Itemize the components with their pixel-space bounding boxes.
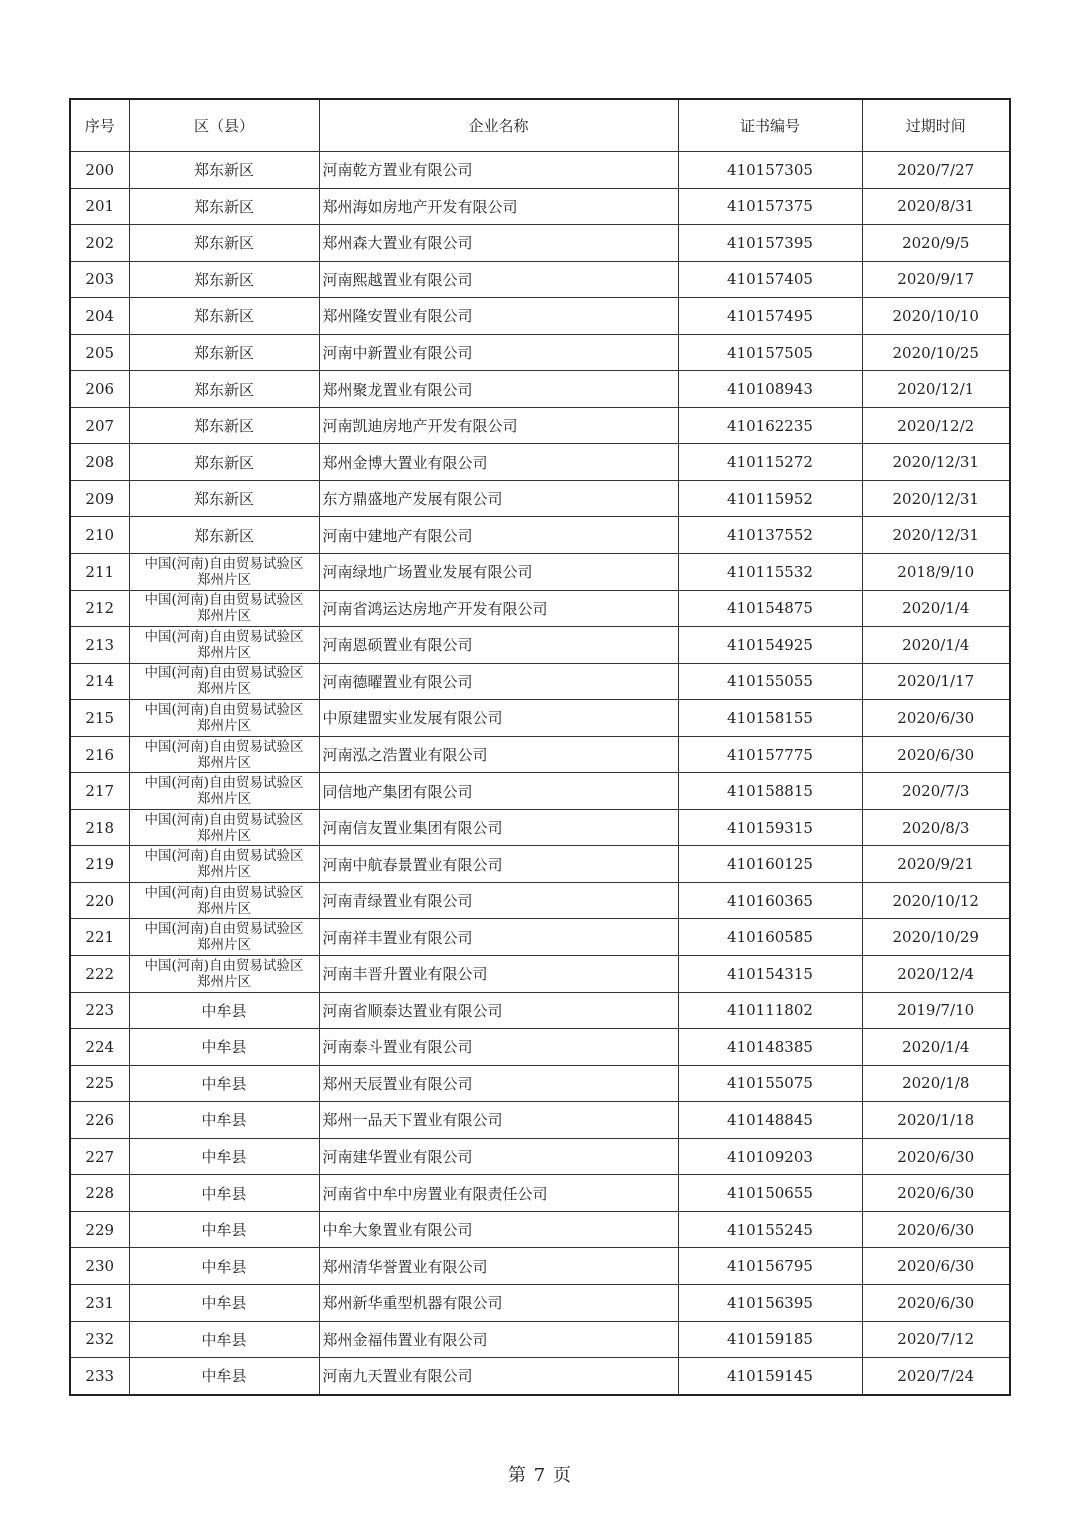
cell-district	[129, 554, 319, 591]
cell-district	[129, 846, 319, 883]
cell-district	[129, 736, 319, 773]
district-line-1: 中国(河南)自由贸易试验区	[144, 738, 304, 755]
cell-company-name: 郑州隆安置业有限公司	[319, 298, 678, 335]
cell-certificate-number: 410115952	[678, 480, 862, 517]
cell-serial-number: 200	[70, 152, 129, 189]
district-line-2: 郑州片区	[197, 900, 251, 917]
cell-certificate-number: 410148845	[678, 1102, 862, 1139]
table-row	[70, 1211, 1010, 1248]
district-line-1: 中国(河南)自由贸易试验区	[144, 628, 304, 645]
cell-serial-number: 205	[70, 334, 129, 371]
page-number: 第 7 页	[508, 1465, 572, 1486]
cell-certificate-number: 410162235	[678, 407, 862, 444]
cell-serial-number: 228	[70, 1175, 129, 1212]
table-row	[70, 663, 1010, 700]
cell-certificate-number: 410156395	[678, 1284, 862, 1321]
district-two-line	[130, 812, 319, 844]
cell-serial-number: 229	[70, 1211, 129, 1248]
cell-expiry-date: 2020/12/2	[862, 407, 1010, 444]
cell-serial-number: 212	[70, 590, 129, 627]
cell-expiry-date: 2018/9/10	[862, 554, 1010, 591]
cell-serial-number: 207	[70, 407, 129, 444]
cell-certificate-number: 410109203	[678, 1138, 862, 1175]
cell-expiry-date: 2020/7/12	[862, 1321, 1010, 1358]
district-line-1: 中国(河南)自由贸易试验区	[144, 884, 304, 901]
district-line-1: 中国(河南)自由贸易试验区	[144, 701, 304, 718]
cell-certificate-number: 410159315	[678, 809, 862, 846]
cell-expiry-date: 2020/6/30	[862, 1211, 1010, 1248]
cell-serial-number: 216	[70, 736, 129, 773]
cell-certificate-number: 410158815	[678, 773, 862, 810]
district-line-2: 郑州片区	[197, 827, 251, 844]
header-certificate-number: 证书编号	[678, 99, 862, 152]
cell-company-name: 河南建华置业有限公司	[319, 1138, 678, 1175]
cell-certificate-number: 410155055	[678, 663, 862, 700]
cell-certificate-number: 410157505	[678, 334, 862, 371]
cell-expiry-date: 2020/7/27	[862, 152, 1010, 189]
cell-district: 中牟县	[129, 1358, 319, 1395]
cell-certificate-number: 410157405	[678, 261, 862, 298]
table-row	[70, 298, 1010, 335]
district-two-line	[130, 848, 319, 880]
cell-expiry-date: 2020/1/4	[862, 590, 1010, 627]
cell-serial-number: 215	[70, 700, 129, 737]
district-line-1: 中国(河南)自由贸易试验区	[144, 592, 304, 609]
cell-certificate-number: 410159185	[678, 1321, 862, 1358]
table-row	[70, 736, 1010, 773]
table-row	[70, 919, 1010, 956]
cell-expiry-date: 2020/9/17	[862, 261, 1010, 298]
district-two-line	[130, 556, 319, 588]
cell-expiry-date: 2020/8/31	[862, 188, 1010, 225]
district-two-line	[130, 592, 319, 624]
cell-serial-number: 204	[70, 298, 129, 335]
cell-company-name: 郑州天辰置业有限公司	[319, 1065, 678, 1102]
table-body	[70, 152, 1010, 1395]
cell-certificate-number: 410160585	[678, 919, 862, 956]
cell-certificate-number: 410115532	[678, 554, 862, 591]
cell-expiry-date: 2020/12/1	[862, 371, 1010, 408]
table-header-row	[70, 99, 1010, 152]
cell-expiry-date: 2020/1/8	[862, 1065, 1010, 1102]
district-line-1: 中国(河南)自由贸易试验区	[144, 957, 304, 974]
cell-district: 中牟县	[129, 1321, 319, 1358]
table-row	[70, 1175, 1010, 1212]
cell-company-name: 郑州森大置业有限公司	[319, 225, 678, 262]
cell-company-name: 河南恩硕置业有限公司	[319, 627, 678, 664]
cell-certificate-number: 410155075	[678, 1065, 862, 1102]
cell-certificate-number: 410154875	[678, 590, 862, 627]
district-two-line	[130, 629, 319, 661]
cell-district: 中牟县	[129, 1211, 319, 1248]
district-line-1: 中国(河南)自由贸易试验区	[144, 555, 304, 572]
table-row	[70, 956, 1010, 993]
cell-company-name: 同信地产集团有限公司	[319, 773, 678, 810]
cell-company-name: 河南泰斗置业有限公司	[319, 1029, 678, 1066]
cell-certificate-number: 410115272	[678, 444, 862, 481]
cell-district	[129, 773, 319, 810]
cell-company-name: 河南中航春景置业有限公司	[319, 846, 678, 883]
cell-certificate-number: 410154925	[678, 627, 862, 664]
cell-district: 中牟县	[129, 1284, 319, 1321]
cell-district: 中牟县	[129, 1065, 319, 1102]
cell-serial-number: 223	[70, 992, 129, 1029]
cell-expiry-date: 2020/6/30	[862, 1175, 1010, 1212]
table-row	[70, 846, 1010, 883]
cell-district	[129, 809, 319, 846]
table-row	[70, 554, 1010, 591]
cell-certificate-number: 410158155	[678, 700, 862, 737]
cell-certificate-number: 410154315	[678, 956, 862, 993]
cell-district: 郑东新区	[129, 407, 319, 444]
table-row	[70, 1138, 1010, 1175]
cell-certificate-number: 410157395	[678, 225, 862, 262]
table-row	[70, 152, 1010, 189]
cell-expiry-date: 2020/12/31	[862, 444, 1010, 481]
cell-certificate-number: 410157305	[678, 152, 862, 189]
cell-district	[129, 627, 319, 664]
cell-expiry-date: 2020/10/29	[862, 919, 1010, 956]
cell-serial-number: 219	[70, 846, 129, 883]
cell-company-name: 河南凯迪房地产开发有限公司	[319, 407, 678, 444]
cell-expiry-date: 2020/9/21	[862, 846, 1010, 883]
district-two-line	[130, 775, 319, 807]
cell-company-name: 郑州清华誉置业有限公司	[319, 1248, 678, 1285]
table-row	[70, 1102, 1010, 1139]
district-two-line	[130, 665, 319, 697]
cell-district: 郑东新区	[129, 298, 319, 335]
district-two-line	[130, 739, 319, 771]
cell-company-name: 郑州聚龙置业有限公司	[319, 371, 678, 408]
table-row	[70, 1029, 1010, 1066]
cell-district: 郑东新区	[129, 225, 319, 262]
cell-company-name: 河南泓之浩置业有限公司	[319, 736, 678, 773]
cell-serial-number: 217	[70, 773, 129, 810]
cell-certificate-number: 410156795	[678, 1248, 862, 1285]
cell-serial-number: 231	[70, 1284, 129, 1321]
cell-company-name: 郑州金博大置业有限公司	[319, 444, 678, 481]
cell-district: 郑东新区	[129, 444, 319, 481]
cell-expiry-date: 2020/12/31	[862, 517, 1010, 554]
cell-expiry-date: 2020/7/3	[862, 773, 1010, 810]
cell-company-name: 河南中新置业有限公司	[319, 334, 678, 371]
cell-expiry-date: 2020/1/4	[862, 1029, 1010, 1066]
cell-district	[129, 663, 319, 700]
cell-serial-number: 224	[70, 1029, 129, 1066]
cell-company-name: 河南信友置业集团有限公司	[319, 809, 678, 846]
cell-expiry-date: 2020/6/30	[862, 1284, 1010, 1321]
cell-district: 中牟县	[129, 992, 319, 1029]
cell-company-name: 郑州新华重型机器有限公司	[319, 1284, 678, 1321]
cell-serial-number: 209	[70, 480, 129, 517]
cell-serial-number: 214	[70, 663, 129, 700]
cell-serial-number: 210	[70, 517, 129, 554]
cell-district: 郑东新区	[129, 334, 319, 371]
cell-expiry-date: 2020/1/17	[862, 663, 1010, 700]
district-line-2: 郑州片区	[197, 608, 251, 625]
cell-certificate-number: 410159145	[678, 1358, 862, 1395]
table-row	[70, 773, 1010, 810]
district-line-2: 郑州片区	[197, 973, 251, 990]
district-two-line	[130, 885, 319, 917]
cell-expiry-date: 2020/10/12	[862, 882, 1010, 919]
cell-certificate-number: 410160365	[678, 882, 862, 919]
cell-expiry-date: 2020/10/25	[862, 334, 1010, 371]
cell-serial-number: 232	[70, 1321, 129, 1358]
cell-serial-number: 213	[70, 627, 129, 664]
table-row	[70, 371, 1010, 408]
table-row	[70, 444, 1010, 481]
cell-district	[129, 919, 319, 956]
cell-district: 中牟县	[129, 1248, 319, 1285]
header-expiry-date: 过期时间	[862, 99, 1010, 152]
cell-company-name: 河南祥丰置业有限公司	[319, 919, 678, 956]
cell-serial-number: 220	[70, 882, 129, 919]
header-company-name: 企业名称	[319, 99, 678, 152]
cell-serial-number: 211	[70, 554, 129, 591]
cell-district	[129, 882, 319, 919]
cell-serial-number: 233	[70, 1358, 129, 1395]
cell-expiry-date: 2020/10/10	[862, 298, 1010, 335]
cell-company-name: 河南中建地产有限公司	[319, 517, 678, 554]
district-line-1: 中国(河南)自由贸易试验区	[144, 921, 304, 938]
cell-expiry-date: 2020/7/24	[862, 1358, 1010, 1395]
district-line-2: 郑州片区	[197, 571, 251, 588]
cell-company-name: 中原建盟实业发展有限公司	[319, 700, 678, 737]
cell-serial-number: 226	[70, 1102, 129, 1139]
cell-district	[129, 956, 319, 993]
table-row	[70, 700, 1010, 737]
cell-expiry-date: 2020/6/30	[862, 1138, 1010, 1175]
table-row	[70, 225, 1010, 262]
cell-serial-number: 230	[70, 1248, 129, 1285]
cell-company-name: 郑州海如房地产开发有限公司	[319, 188, 678, 225]
cell-certificate-number: 410155245	[678, 1211, 862, 1248]
cell-expiry-date: 2020/9/5	[862, 225, 1010, 262]
table-row	[70, 882, 1010, 919]
cell-serial-number: 227	[70, 1138, 129, 1175]
cell-expiry-date: 2020/6/30	[862, 736, 1010, 773]
cell-company-name: 郑州金福伟置业有限公司	[319, 1321, 678, 1358]
cell-district: 中牟县	[129, 1029, 319, 1066]
cell-serial-number: 202	[70, 225, 129, 262]
cell-certificate-number: 410157375	[678, 188, 862, 225]
cell-serial-number: 218	[70, 809, 129, 846]
table-row	[70, 809, 1010, 846]
table-row	[70, 590, 1010, 627]
table-row	[70, 627, 1010, 664]
cell-certificate-number: 410157775	[678, 736, 862, 773]
table-row	[70, 1248, 1010, 1285]
cell-company-name: 中牟大象置业有限公司	[319, 1211, 678, 1248]
cell-certificate-number: 410160125	[678, 846, 862, 883]
header-serial-number: 序号	[70, 99, 129, 152]
table-row	[70, 480, 1010, 517]
cell-certificate-number: 410157495	[678, 298, 862, 335]
cell-company-name: 河南省鸿运达房地产开发有限公司	[319, 590, 678, 627]
cell-expiry-date: 2020/8/3	[862, 809, 1010, 846]
district-line-1: 中国(河南)自由贸易试验区	[144, 848, 304, 865]
cell-certificate-number: 410108943	[678, 371, 862, 408]
cell-company-name: 河南九天置业有限公司	[319, 1358, 678, 1395]
cell-company-name: 郑州一品天下置业有限公司	[319, 1102, 678, 1139]
district-line-1: 中国(河南)自由贸易试验区	[144, 665, 304, 682]
table-row	[70, 261, 1010, 298]
cell-company-name: 河南青绿置业有限公司	[319, 882, 678, 919]
cell-district: 郑东新区	[129, 480, 319, 517]
table-row	[70, 334, 1010, 371]
cell-serial-number: 222	[70, 956, 129, 993]
table-row	[70, 1358, 1010, 1395]
table-row	[70, 1321, 1010, 1358]
table-row	[70, 992, 1010, 1029]
district-line-2: 郑州片区	[197, 681, 251, 698]
district-line-2: 郑州片区	[197, 717, 251, 734]
cell-certificate-number: 410148385	[678, 1029, 862, 1066]
district-two-line	[130, 958, 319, 990]
cell-certificate-number: 410137552	[678, 517, 862, 554]
cell-district: 中牟县	[129, 1175, 319, 1212]
district-line-2: 郑州片区	[197, 644, 251, 661]
cell-district: 中牟县	[129, 1138, 319, 1175]
header-district: 区（县）	[129, 99, 319, 152]
cell-expiry-date: 2020/1/18	[862, 1102, 1010, 1139]
cell-district	[129, 590, 319, 627]
cell-serial-number: 221	[70, 919, 129, 956]
cell-company-name: 河南绿地广场置业发展有限公司	[319, 554, 678, 591]
cell-expiry-date: 2020/12/31	[862, 480, 1010, 517]
cell-district: 郑东新区	[129, 188, 319, 225]
cell-certificate-number: 410111802	[678, 992, 862, 1029]
cell-serial-number: 203	[70, 261, 129, 298]
district-line-2: 郑州片区	[197, 937, 251, 954]
table-row	[70, 188, 1010, 225]
table-row	[70, 407, 1010, 444]
cell-company-name: 河南德曜置业有限公司	[319, 663, 678, 700]
cell-expiry-date: 2020/6/30	[862, 1248, 1010, 1285]
table-row	[70, 1284, 1010, 1321]
cell-expiry-date: 2019/7/10	[862, 992, 1010, 1029]
cell-company-name: 河南省中牟中房置业有限责任公司	[319, 1175, 678, 1212]
cell-district: 郑东新区	[129, 261, 319, 298]
district-two-line	[130, 702, 319, 734]
cell-certificate-number: 410150655	[678, 1175, 862, 1212]
cell-serial-number: 201	[70, 188, 129, 225]
table-row	[70, 517, 1010, 554]
cell-district: 郑东新区	[129, 152, 319, 189]
cell-company-name: 河南乾方置业有限公司	[319, 152, 678, 189]
cell-company-name: 河南丰晋升置业有限公司	[319, 956, 678, 993]
cell-company-name: 河南省顺泰达置业有限公司	[319, 992, 678, 1029]
cell-company-name: 河南熙越置业有限公司	[319, 261, 678, 298]
cell-expiry-date: 2020/1/4	[862, 627, 1010, 664]
cell-district	[129, 700, 319, 737]
district-two-line	[130, 921, 319, 953]
cell-district: 郑东新区	[129, 371, 319, 408]
cell-district: 郑东新区	[129, 517, 319, 554]
cell-company-name: 东方鼎盛地产发展有限公司	[319, 480, 678, 517]
district-line-2: 郑州片区	[197, 864, 251, 881]
cell-serial-number: 206	[70, 371, 129, 408]
cell-expiry-date: 2020/12/4	[862, 956, 1010, 993]
district-line-1: 中国(河南)自由贸易试验区	[144, 811, 304, 828]
district-line-2: 郑州片区	[197, 754, 251, 771]
cell-district: 中牟县	[129, 1102, 319, 1139]
certificate-table	[69, 98, 1011, 1396]
table-row	[70, 1065, 1010, 1102]
cell-serial-number: 208	[70, 444, 129, 481]
district-line-2: 郑州片区	[197, 791, 251, 808]
cell-serial-number: 225	[70, 1065, 129, 1102]
cell-expiry-date: 2020/6/30	[862, 700, 1010, 737]
district-line-1: 中国(河南)自由贸易试验区	[144, 775, 304, 792]
